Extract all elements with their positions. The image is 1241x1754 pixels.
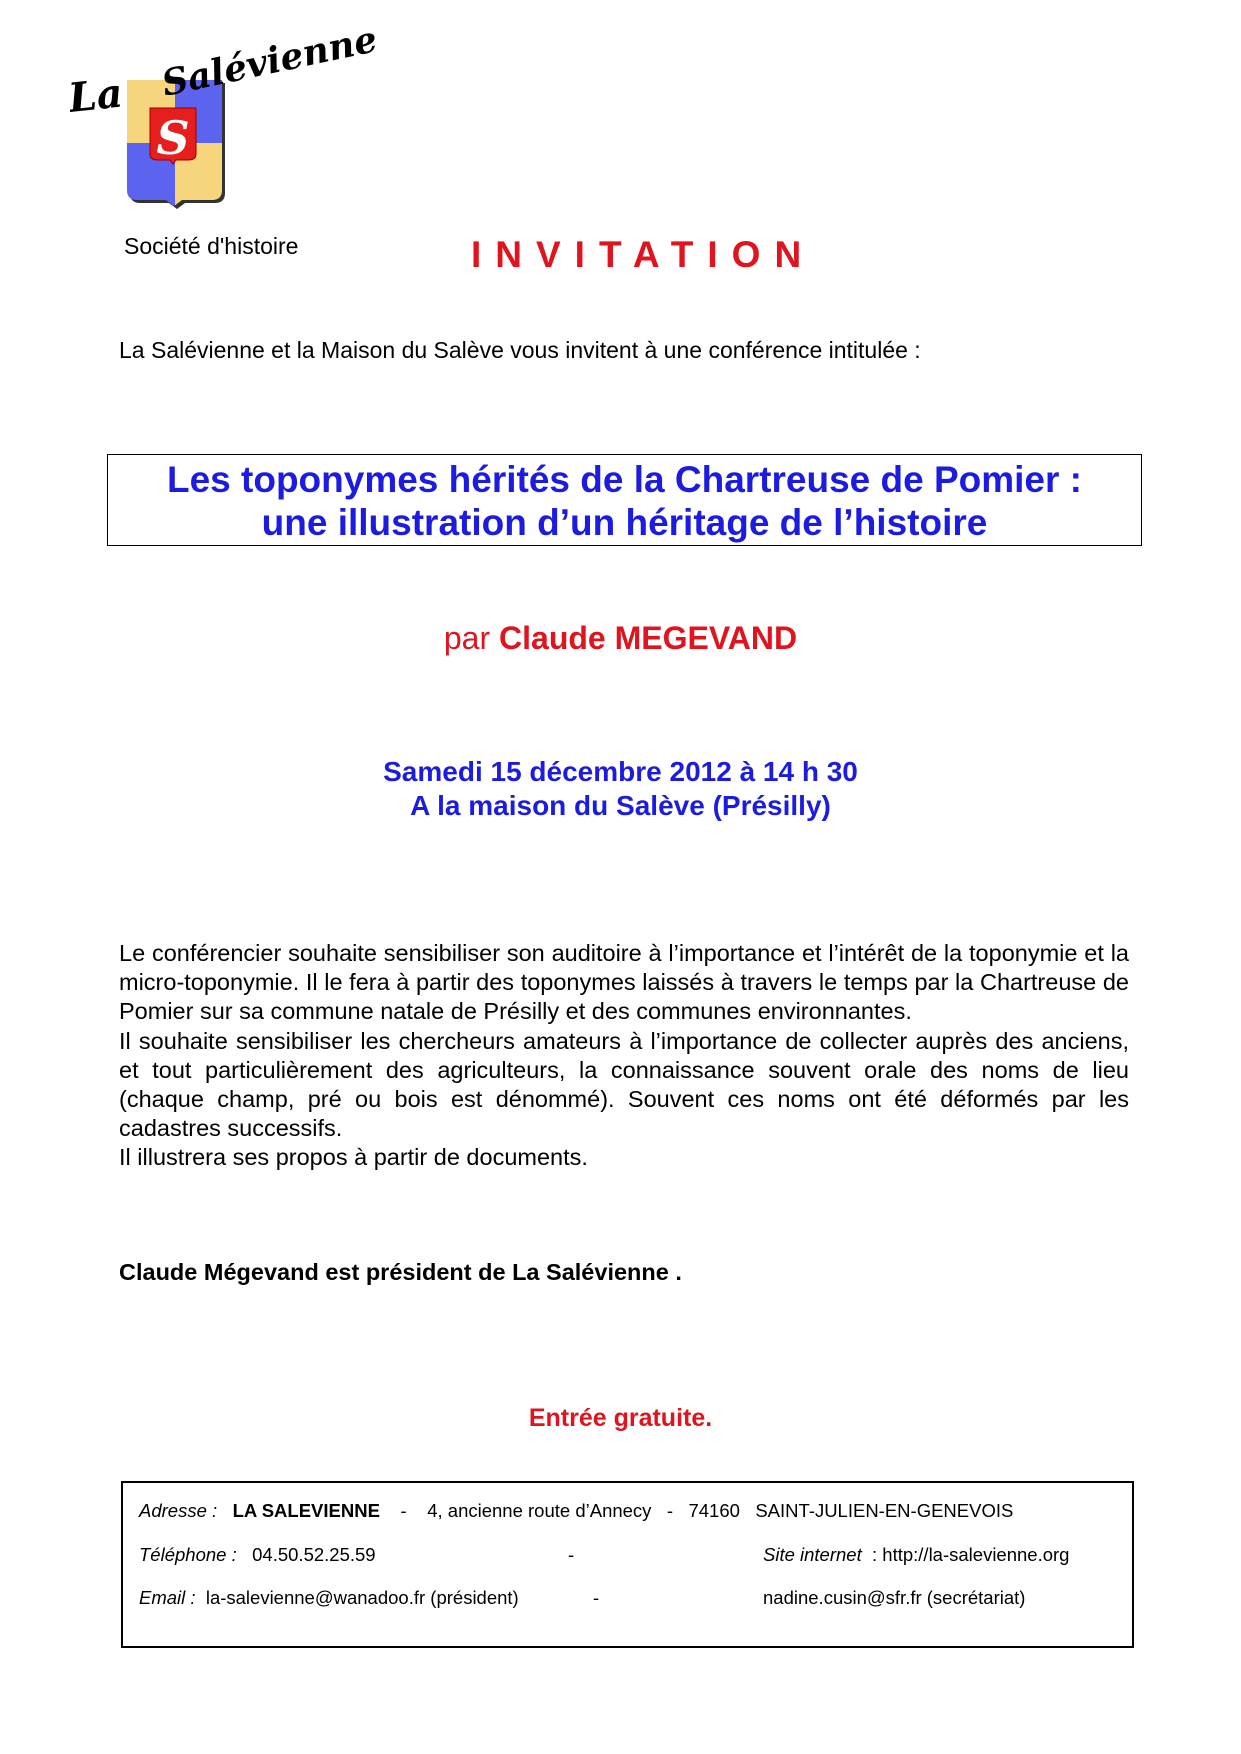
email-secretariat[interactable]: nadine.cusin@sfr.fr (secrétariat) [763, 1587, 1026, 1608]
phone-row [139, 1544, 376, 1566]
speaker-prefix: par [443, 620, 491, 656]
phone: 04.50.52.25.59 [252, 1544, 376, 1565]
address-row [139, 1500, 1013, 1522]
site-row [763, 1544, 1069, 1566]
logo [70, 30, 390, 210]
site-link[interactable]: : http://la-salevienne.org [872, 1544, 1070, 1565]
president-note: Claude Mégevand est président de La Salévienne . [119, 1259, 682, 1285]
city: SAINT-JULIEN-EN-GENEVOIS [755, 1500, 1014, 1521]
svg-text:S: S [156, 111, 190, 165]
title-line-2: une illustration d’un héritage de l’histoire [261, 502, 988, 543]
conference-title-box [107, 454, 1142, 546]
speaker-name: Claude MEGEVAND [499, 620, 798, 656]
description-paragraph: Il souhaite sensibiliser les chercheurs amateurs à l’importance de collecter auprès des anciens, et tout particulièrement des agriculteurs, la connaissance souvent orale des noms de lieu (chaque champ, pré ou bois est dénommé). Souvent ces noms ont été déformés par les cadastres successifs. [119, 1027, 1129, 1142]
svg-text:Salévienne: Salévienne [158, 30, 381, 105]
email-row [139, 1587, 519, 1609]
separator: - [400, 1500, 407, 1521]
phone-label: Téléphone : [139, 1544, 237, 1565]
entry-note: Entrée gratuite. [528, 1404, 713, 1432]
street: 4, ancienne route d’Annecy [427, 1500, 652, 1521]
event-place: A la maison du Salève (Présilly) [410, 790, 831, 821]
title-line-1: Les toponymes hérités de la Chartreuse de Pomier : [166, 459, 1082, 500]
address-label: Adresse : [139, 1500, 218, 1521]
intro-text: La Salévienne et la Maison du Salève vous invitent à une conférence intitulée : [119, 337, 921, 363]
email-president[interactable]: la-salevienne@wanadoo.fr (président) [205, 1587, 519, 1608]
separator: - [568, 1544, 575, 1565]
event-date: Samedi 15 décembre 2012 à 14 h 30 [383, 756, 858, 787]
site-label: Site internet [763, 1544, 862, 1565]
separator: - [666, 1500, 674, 1521]
postcode: 74160 [688, 1500, 740, 1521]
description-paragraph: Il illustrera ses propos à partir de documents. [119, 1144, 588, 1171]
email-label: Email : [139, 1587, 196, 1608]
description-paragraph: Le conférencier souhaite sensibiliser son auditoire à l’importance et l’intérêt de la toponymie et la micro-toponymie. Il le fera à partir des toponymes laissés à travers le temps par la Chartreuse de Pomier sur sa commune natale de Présilly et des communes environnantes. [119, 940, 1129, 1025]
society-subtitle: Société d'histoire [124, 233, 299, 259]
description [119, 939, 1129, 1173]
org-name: LA SALEVIENNE [232, 1500, 380, 1521]
svg-text:La: La [70, 69, 125, 122]
invitation-heading: INVITATION [471, 234, 816, 275]
contact-footer [121, 1481, 1134, 1648]
separator: - [593, 1587, 600, 1608]
event-info [0, 755, 1241, 823]
speaker [0, 620, 1241, 657]
